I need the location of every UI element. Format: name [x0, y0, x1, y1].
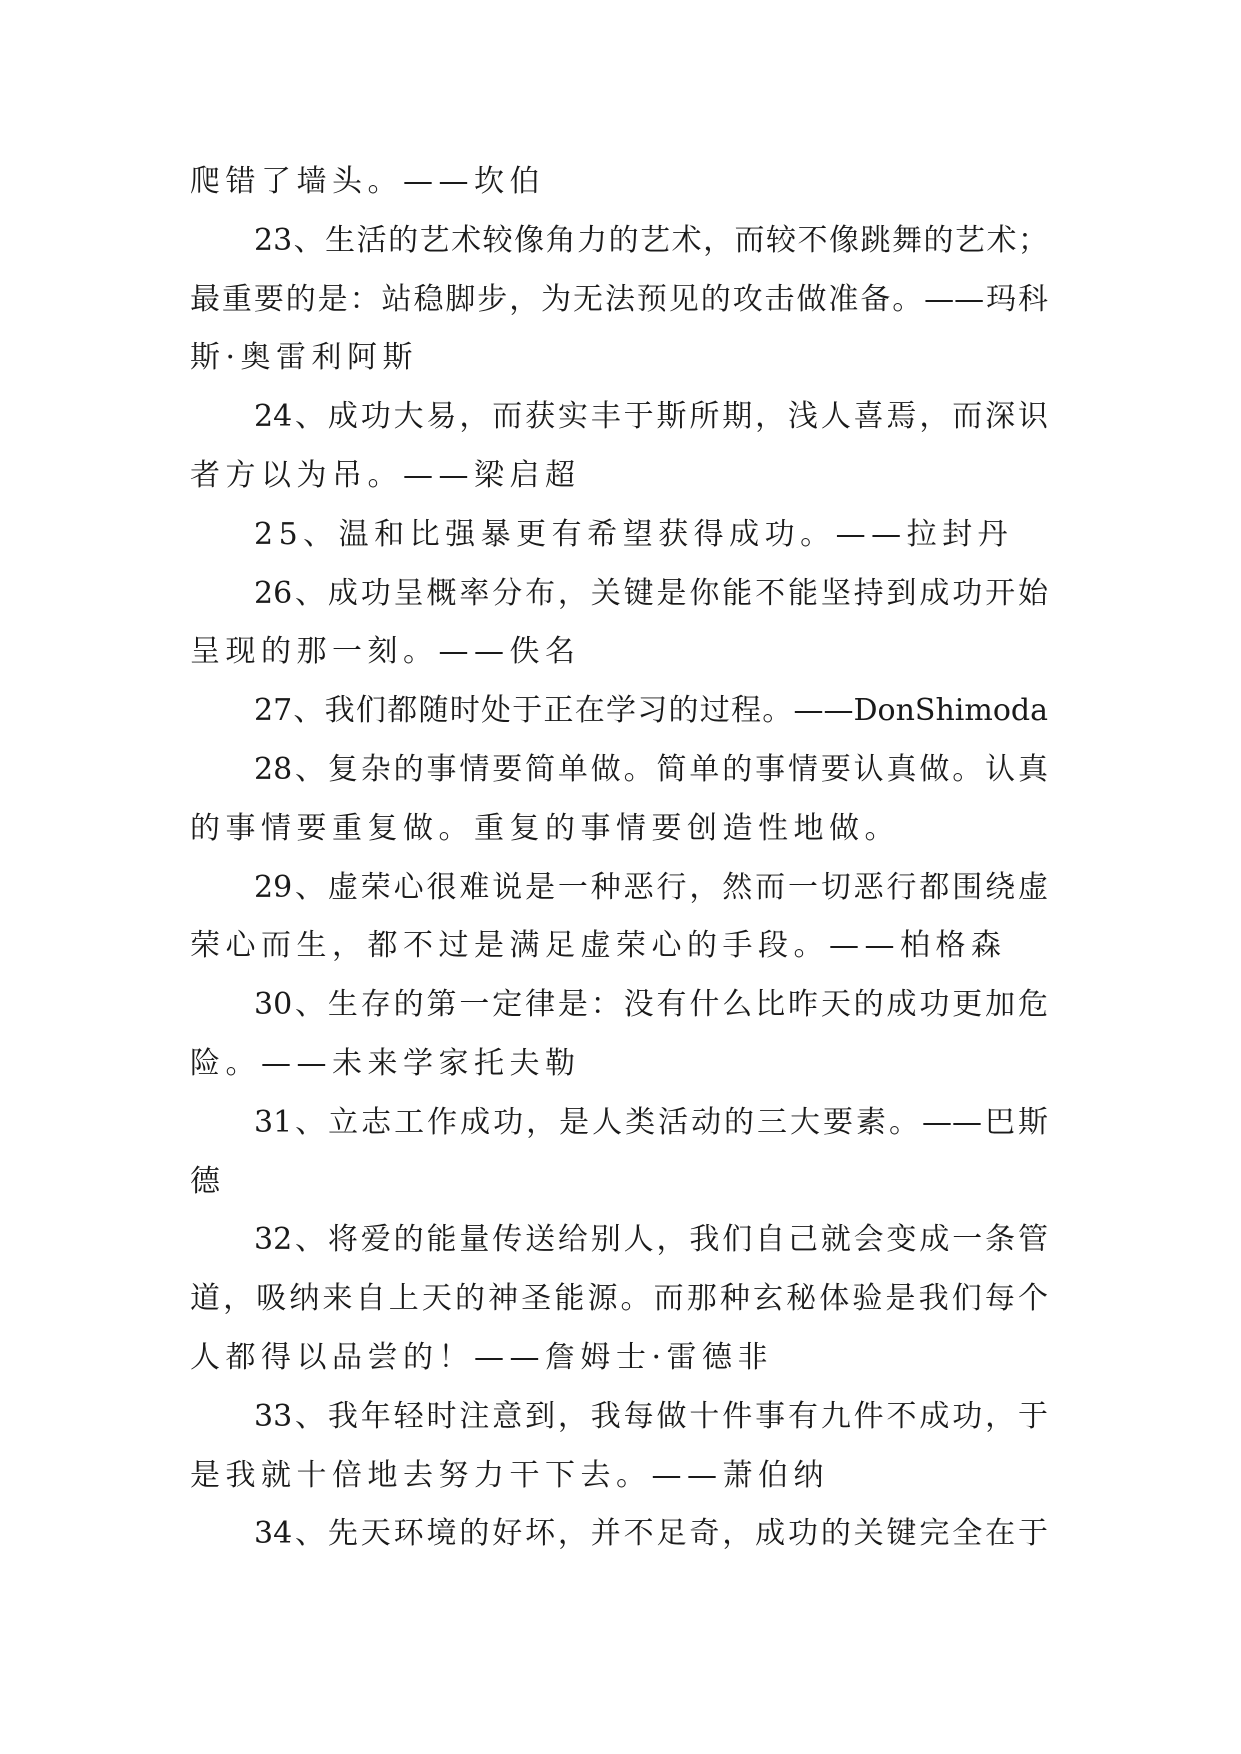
- text-line: 者方以为吊。——梁启超: [190, 457, 581, 493]
- text-line: 23、生活的艺术较像角力的艺术，而较不像跳舞的艺术；: [254, 222, 1048, 258]
- text-line: 31、立志工作成功，是人类活动的三大要素。——巴斯: [254, 1104, 1048, 1140]
- text-line: 斯·奥雷利阿斯: [190, 340, 419, 376]
- text-line: 27、我们都随时处于正在学习的过程。——DonShimoda: [254, 693, 1048, 729]
- text-line: 34、先天环境的好坏，并不足奇，成功的关键完全在于: [254, 1516, 1048, 1552]
- text-line: 呈现的那一刻。——佚名: [190, 634, 581, 670]
- text-line: 24、成功大易，而获实丰于斯所期，浅人喜焉，而深识: [254, 399, 1048, 435]
- quote-text-block: [190, 153, 1048, 1564]
- text-line: 32、将爱的能量传送给别人，我们自己就会变成一条管: [254, 1222, 1048, 1258]
- text-line: 30、生存的第一定律是：没有什么比昨天的成功更加危: [254, 987, 1048, 1023]
- text-line: 25、温和比强暴更有希望获得成功。——拉封丹: [254, 516, 1014, 552]
- text-line: 最重要的是：站稳脚步，为无法预见的攻击做准备。——玛科: [190, 281, 1048, 317]
- text-line: 的事情要重复做。重复的事情要创造性地做。: [190, 810, 900, 846]
- text-line: 26、成功呈概率分布，关键是你能不能坚持到成功开始: [254, 575, 1048, 611]
- text-line: 29、虚荣心很难说是一种恶行，然而一切恶行都围绕虚: [254, 869, 1048, 905]
- text-line: 荣心而生，都不过是满足虚荣心的手段。——柏格森: [190, 928, 1007, 964]
- text-line: 人都得以品尝的！——詹姆士·雷德非: [190, 1339, 774, 1375]
- text-line: 爬错了墙头。——坎伯: [190, 164, 545, 199]
- text-line: 德: [190, 1163, 226, 1199]
- text-line: 道，吸纳来自上天的神圣能源。而那种玄秘体验是我们每个: [190, 1281, 1048, 1317]
- text-line: 33、我年轻时注意到，我每做十件事有九件不成功，于: [254, 1398, 1048, 1434]
- text-line: 28、复杂的事情要简单做。简单的事情要认真做。认真: [254, 751, 1048, 787]
- text-line: 是我就十倍地去努力干下去。——萧伯纳: [190, 1457, 829, 1493]
- text-line: 险。——未来学家托夫勒: [190, 1045, 581, 1081]
